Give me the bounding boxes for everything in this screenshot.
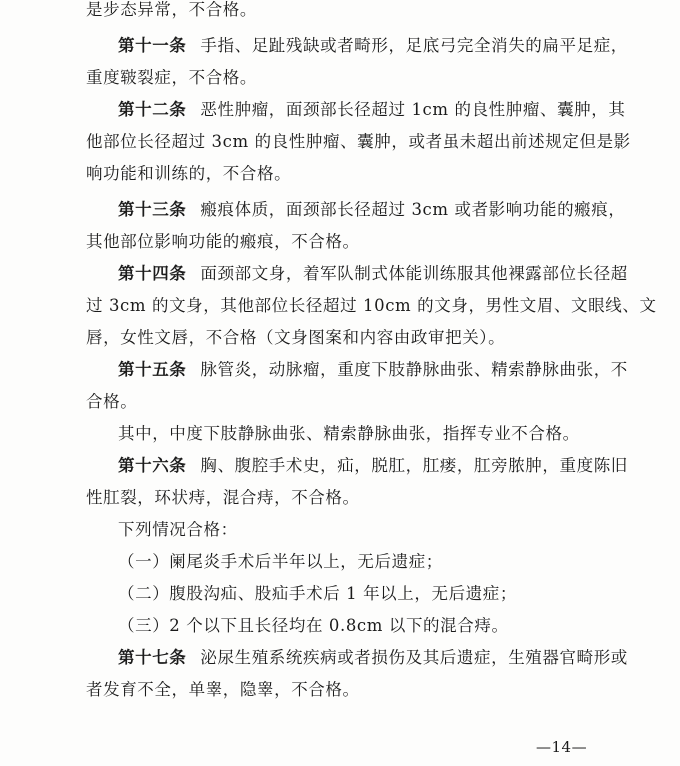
- article-heading: 第十一条: [118, 36, 187, 55]
- list-item: （二）腹股沟疝、股疝手术后 1 年以上，无后遗症；: [118, 584, 517, 603]
- text-line: 他部位长径超过 3cm 的良性肿瘤、囊肿，或者虽未超出前述规定但是影: [86, 132, 631, 151]
- article-text: 手指、足趾残缺或者畸形，足底弓完全消失的扁平足症，: [200, 36, 628, 55]
- article-11: [118, 36, 638, 56]
- article-text: 脉管炎，动脉瘤，重度下肢静脉曲张、精索静脉曲张，不: [200, 360, 628, 379]
- text-line: 其中，中度下肢静脉曲张、精索静脉曲张，指挥专业不合格。: [118, 424, 580, 443]
- article-text: 瘢痕体质，面颈部长径超过 3cm 或者影响功能的瘢痕，: [200, 200, 626, 219]
- text-line: 过 3cm 的文身，其他部位长径超过 10cm 的文身，男性文眉、文眼线、文: [86, 296, 657, 315]
- list-item: （三）2 个以下且长径均在 0.8cm 以下的混合痔。: [118, 616, 509, 635]
- text-line: 唇，女性文唇，不合格（文身图案和内容由政审把关）。: [86, 328, 506, 347]
- text-line: 下列情况合格：: [118, 520, 238, 539]
- article-text: 胸、腹腔手术史，疝，脱肛，肛瘘，肛旁脓肿，重度陈旧: [200, 456, 628, 475]
- page-number: —14—: [536, 738, 588, 756]
- article-heading: 第十五条: [118, 360, 187, 379]
- text-line: 性肛裂，环状痔，混合痔，不合格。: [86, 488, 360, 507]
- article-17: [118, 648, 638, 668]
- article-text: 恶性肿瘤，面颈部长径超过 1cm 的良性肿瘤、囊肿，其: [200, 100, 626, 119]
- list-item: （一）阑尾炎手术后半年以上，无后遗症；: [118, 552, 443, 571]
- article-14: [118, 264, 638, 284]
- text-line: 合格。: [86, 392, 138, 411]
- text-line: 其他部位影响功能的瘢痕，不合格。: [86, 232, 360, 251]
- article-16: [118, 456, 638, 476]
- article-heading: 第十七条: [118, 648, 187, 667]
- article-heading: 第十四条: [118, 264, 187, 283]
- text-line: 者发育不全，单睾，隐睾，不合格。: [86, 680, 360, 699]
- article-text: 面颈部文身，着军队制式体能训练服其他裸露部位长径超: [200, 264, 628, 283]
- article-heading: 第十三条: [118, 200, 187, 219]
- text-line: 是步态异常，不合格。: [86, 0, 257, 19]
- article-heading: 第十二条: [118, 100, 187, 119]
- article-12: [118, 100, 638, 120]
- article-text: 泌尿生殖系统疾病或者损伤及其后遗症，生殖器官畸形或: [200, 648, 628, 667]
- text-line: 响功能和训练的，不合格。: [86, 164, 292, 183]
- article-13: [118, 200, 638, 220]
- article-heading: 第十六条: [118, 456, 187, 475]
- article-15: [118, 360, 638, 380]
- text-line: 重度皲裂症，不合格。: [86, 68, 257, 87]
